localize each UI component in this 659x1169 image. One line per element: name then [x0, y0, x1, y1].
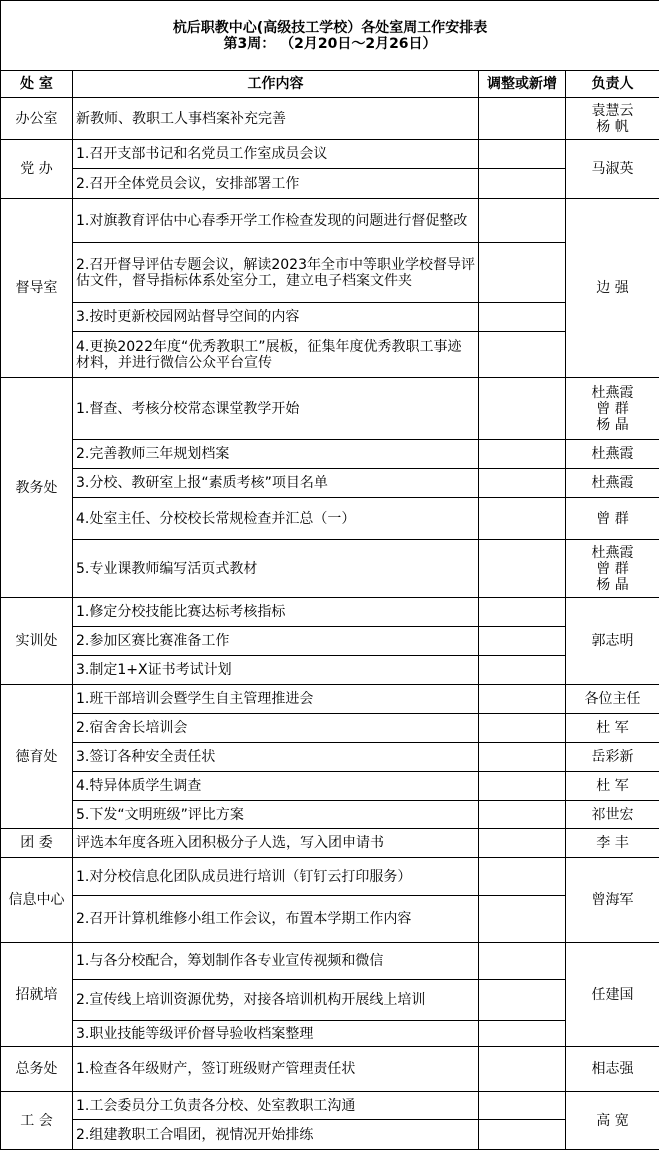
- adjust-cell: [479, 858, 566, 896]
- resp-name: 杜 军: [596, 720, 629, 736]
- resp-cell: [566, 1047, 659, 1092]
- table-row: [1, 980, 659, 1021]
- table-row: [1, 498, 659, 540]
- adjust-cell: [479, 801, 566, 829]
- table-title: [1, 1, 659, 71]
- dept-cell: 信息中心: [1, 858, 73, 943]
- dept-cell: 办公室: [1, 98, 73, 140]
- resp-cell: [566, 685, 659, 714]
- table-row: [1, 943, 659, 980]
- task-cell: 1.召开支部书记和名党员工作室成员会议: [73, 140, 479, 169]
- task-cell: 2.召开全体党员会议，安排部署工作: [73, 169, 479, 199]
- resp-name: 杜燕霞: [591, 475, 634, 491]
- task-cell: 评选本年度各班入团积极分子人选，写入团申请书: [73, 829, 479, 858]
- title-line-2: 第3周： （2月20日～2月26日）: [223, 35, 437, 52]
- resp-cell: [566, 540, 659, 598]
- dept-cell: 实训处: [1, 598, 73, 685]
- resp-cell: [566, 772, 659, 801]
- table-row: [1, 743, 659, 772]
- task-cell: 1.修定分校技能比赛达标考核指标: [73, 598, 479, 627]
- adjust-cell: [479, 140, 566, 169]
- resp-cell: [566, 498, 659, 540]
- table-row: [1, 598, 659, 627]
- dept-cell: 督导室: [1, 199, 73, 378]
- table-row: [1, 1047, 659, 1092]
- header-adjust: 调整或新增: [479, 71, 566, 98]
- adjust-cell: [479, 743, 566, 772]
- task-cell: 3.分校、教研室上报“素质考核”项目名单: [73, 469, 479, 498]
- resp-cell: 马淑英: [566, 140, 659, 199]
- table-row: [1, 685, 659, 714]
- resp-name: 杜燕霞: [591, 384, 634, 401]
- resp-cell: 边 强: [566, 199, 659, 378]
- dept-cell: 教务处: [1, 378, 73, 598]
- adjust-cell: [479, 685, 566, 714]
- resp-name: 杜燕霞: [591, 446, 634, 462]
- task-cell: 3.按时更新校园网站督导空间的内容: [73, 303, 479, 332]
- table-row: [1, 98, 659, 140]
- resp-cell: 郭志明: [566, 598, 659, 685]
- resp-name: 相志强: [591, 1061, 634, 1077]
- task-cell: 3.职业技能等级评价督导验收档案整理: [73, 1021, 479, 1047]
- title-row: [1, 1, 659, 71]
- table-row: [1, 627, 659, 656]
- table-row: [1, 801, 659, 829]
- adjust-cell: [479, 540, 566, 598]
- adjust-cell: [479, 980, 566, 1021]
- adjust-cell: [479, 303, 566, 332]
- task-cell: 5.下发“文明班级”评比方案: [73, 801, 479, 829]
- task-cell: 4.处室主任、分校校长常规检查并汇总（一）: [73, 498, 479, 540]
- table-row: [1, 303, 659, 332]
- task-cell: 2.召开计算机维修小组工作会议，布置本学期工作内容: [73, 896, 479, 943]
- resp-cell: [566, 714, 659, 743]
- resp-name: 杜 军: [596, 778, 629, 794]
- adjust-cell: [479, 469, 566, 498]
- adjust-cell: [479, 943, 566, 980]
- resp-name: 杜燕霞: [591, 544, 634, 561]
- resp-name: 曾 群: [596, 560, 629, 577]
- resp-name: 曾 群: [596, 400, 629, 417]
- adjust-cell: [479, 598, 566, 627]
- adjust-cell: [479, 1021, 566, 1047]
- task-cell: 1.对分校信息化团队成员进行培训（钉钉云打印服务）: [73, 858, 479, 896]
- resp-cell: [566, 98, 659, 140]
- task-cell: 1.与各分校配合，筹划制作各专业宣传视频和微信: [73, 943, 479, 980]
- table-row: [1, 469, 659, 498]
- resp-name: 岳彩新: [591, 749, 634, 765]
- task-cell: 5.专业课教师编写活页式教材: [73, 540, 479, 598]
- resp-name: 杨 帆: [596, 118, 629, 135]
- table-row: [1, 1021, 659, 1047]
- task-cell: 4.特异体质学生调查: [73, 772, 479, 801]
- dept-cell: 德育处: [1, 685, 73, 829]
- header-content: 工作内容: [73, 71, 479, 98]
- task-cell: 新教师、教职工人事档案补充完善: [73, 98, 479, 140]
- resp-cell: 高 宽: [566, 1092, 659, 1150]
- dept-cell: 总务处: [1, 1047, 73, 1092]
- adjust-cell: [479, 98, 566, 140]
- adjust-cell: [479, 829, 566, 858]
- adjust-cell: [479, 772, 566, 801]
- task-cell: 2.召开督导评估专题会议，解读2023年全市中等职业学校督导评估文件，督导指标体系处室分工，建立电子档案文件夹: [73, 243, 479, 303]
- table-row: [1, 140, 659, 169]
- resp-name: 李 丰: [596, 835, 629, 851]
- adjust-cell: [479, 896, 566, 943]
- adjust-cell: [479, 243, 566, 303]
- adjust-cell: [479, 1092, 566, 1120]
- table-row: [1, 858, 659, 896]
- header-dept: 处 室: [1, 71, 73, 98]
- resp-cell: [566, 829, 659, 858]
- dept-cell: 工 会: [1, 1092, 73, 1150]
- adjust-cell: [479, 378, 566, 440]
- table-row: [1, 1092, 659, 1120]
- table-row: [1, 243, 659, 303]
- table-row: [1, 772, 659, 801]
- resp-cell: 曾海军: [566, 858, 659, 943]
- table-row: [1, 896, 659, 943]
- table-row: [1, 378, 659, 440]
- adjust-cell: [479, 440, 566, 469]
- table-row: [1, 540, 659, 598]
- table-row: [1, 169, 659, 199]
- adjust-cell: [479, 498, 566, 540]
- resp-cell: [566, 743, 659, 772]
- table-row: [1, 714, 659, 743]
- header-row: [1, 71, 659, 98]
- table-row: [1, 1120, 659, 1150]
- adjust-cell: [479, 199, 566, 243]
- task-cell: 2.组建教职工合唱团，视情况开始排练: [73, 1120, 479, 1150]
- resp-cell: 任建国: [566, 943, 659, 1047]
- resp-name: 曾 群: [596, 510, 629, 527]
- adjust-cell: [479, 714, 566, 743]
- task-cell: 1.工会委员分工负责各分校、处室教职工沟通: [73, 1092, 479, 1120]
- dept-cell: 招就培: [1, 943, 73, 1047]
- table-row: [1, 332, 659, 378]
- task-cell: 2.宣传线上培训资源优势，对接各培训机构开展线上培训: [73, 980, 479, 1021]
- resp-name: 杨 晶: [596, 576, 629, 593]
- table-row: [1, 656, 659, 685]
- resp-name: 各位主任: [584, 691, 641, 707]
- adjust-cell: [479, 627, 566, 656]
- resp-cell: [566, 378, 659, 440]
- resp-name: 杨 晶: [596, 416, 629, 433]
- resp-cell: [566, 440, 659, 469]
- adjust-cell: [479, 656, 566, 685]
- adjust-cell: [479, 332, 566, 378]
- task-cell: 1.对旗教育评估中心春季开学工作检查发现的问题进行督促整改: [73, 199, 479, 243]
- task-cell: 1.班干部培训会暨学生自主管理推进会: [73, 685, 479, 714]
- resp-name: 祁世宏: [591, 806, 634, 823]
- resp-name: 袁慧云: [591, 102, 634, 119]
- adjust-cell: [479, 169, 566, 199]
- task-cell: 2.宿舍舍长培训会: [73, 714, 479, 743]
- task-cell: 2.完善教师三年规划档案: [73, 440, 479, 469]
- resp-cell: [566, 469, 659, 498]
- task-cell: 3.签订各种安全责任状: [73, 743, 479, 772]
- adjust-cell: [479, 1120, 566, 1150]
- task-cell: 2.参加区赛比赛准备工作: [73, 627, 479, 656]
- table-body: [1, 1, 659, 1150]
- adjust-cell: [479, 1047, 566, 1092]
- task-cell: 3.制定1+X证书考试计划: [73, 656, 479, 685]
- dept-cell: 团 委: [1, 829, 73, 858]
- table-row: [1, 199, 659, 243]
- table-row: [1, 440, 659, 469]
- dept-cell: 党 办: [1, 140, 73, 199]
- title-line-1: 杭后职教中心(高级技工学校）各处室周工作安排表: [172, 19, 488, 36]
- table-row: [1, 829, 659, 858]
- task-cell: 1.检查各年级财产，签订班级财产管理责任状: [73, 1047, 479, 1092]
- task-cell: 1.督查、考核分校常态课堂教学开始: [73, 378, 479, 440]
- header-resp: 负责人: [566, 71, 659, 98]
- task-cell: 4.更换2022年度“优秀教职工”展板，征集年度优秀教职工事迹材料，并进行微信公众平台宣传: [73, 332, 479, 378]
- resp-cell: [566, 801, 659, 829]
